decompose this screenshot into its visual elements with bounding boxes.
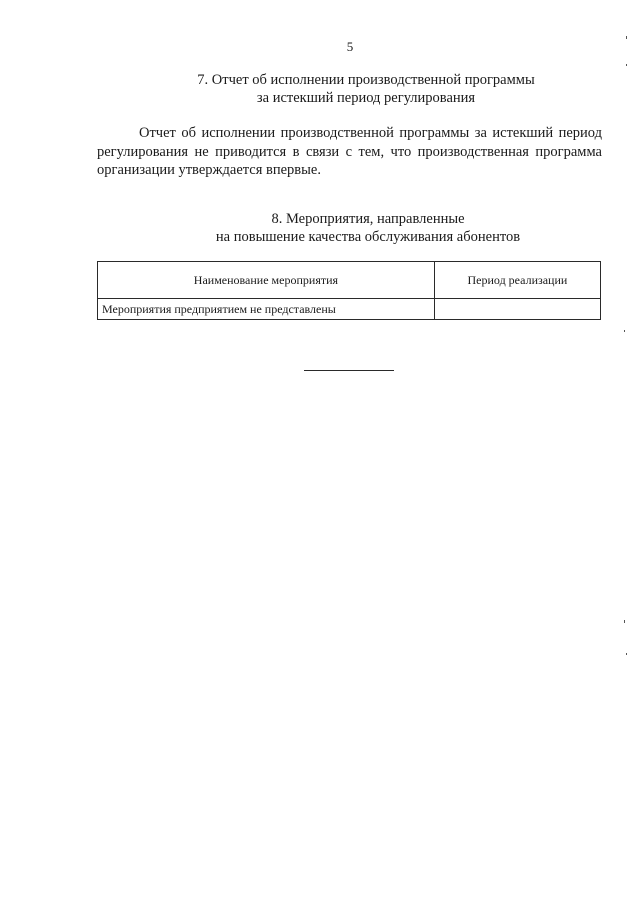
cell-event-name: Мероприятия предприятием не представлены [98,299,435,320]
table-row [98,299,601,320]
section-7-title-line-2: за истекший период регулирования [256,90,476,106]
header-implementation-period: Период реализации [434,262,600,299]
events-table [97,261,601,320]
section-8-title-line-2: на повышение качества обслуживания абонентов [215,229,521,245]
section-8-heading [116,210,620,246]
page-number: 5 [346,39,354,54]
closing-separator-line [304,370,394,371]
section-7-paragraph: Отчет об исполнении производственной программы за истекший период регулирования не приводится в связи с тем, что производственная программа организации утверждается впервые. [97,125,602,178]
section-8-title-line-1: 8. Мероприятия, направленные [271,211,465,227]
scan-artifact-mark [624,620,625,623]
section-7-heading [114,71,618,107]
table-header-row [98,262,601,299]
scan-artifact-mark [624,330,625,332]
scan-artifact-mark [626,653,627,655]
header-event-name: Наименование мероприятия [98,262,435,299]
cell-implementation-period [434,299,600,320]
scan-artifact-mark [626,64,627,66]
scan-artifact-mark [626,36,627,39]
section-7-title-line-1: 7. Отчет об исполнении производственной программы [197,72,535,88]
